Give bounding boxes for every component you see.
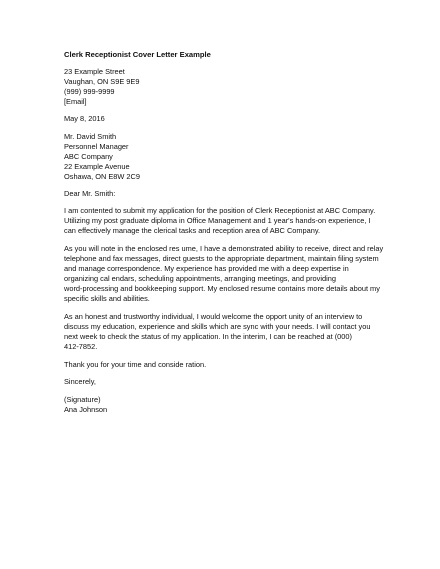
paragraph-line: Utilizing my post graduate diploma in Office Management and 1 year's hands-on experience, I xyxy=(64,216,371,226)
paragraph-line: and manage correspondence. My experience has provided me with a deep expertise in xyxy=(64,264,349,274)
signature-placeholder: (Signature) xyxy=(64,395,101,405)
recipient-company: ABC Company xyxy=(64,151,113,161)
paragraph-line: Thank you for your time and conside ration. xyxy=(64,359,207,369)
recipient-city: Oshawa, ON E8W 2C9 xyxy=(64,171,140,181)
paragraph-line: can effectively manage the clerical tasks and reception area of ABC Company. xyxy=(64,226,321,236)
recipient-street: 22 Example Avenue xyxy=(64,161,130,171)
sender-street: 23 Example Street xyxy=(64,67,125,77)
paragraph-line: 412-7852. xyxy=(64,342,98,352)
sender-email: [Email] xyxy=(64,97,87,107)
recipient-name: Mr. David Smith xyxy=(64,131,117,141)
paragraph-interview xyxy=(64,312,384,352)
recipient-address xyxy=(64,132,384,182)
cover-letter xyxy=(64,50,384,415)
paragraph-line: telephone and fax messages, direct guests to the appropriate department, maintain filing system xyxy=(64,254,379,263)
paragraph-experience xyxy=(64,244,384,305)
sender-city: Vaughan, ON S9E 9E9 xyxy=(64,77,140,87)
sender-address xyxy=(64,67,384,107)
paragraph-line: As you will note in the enclosed res ume, I have a demonstrated ability to receive, direct and relay xyxy=(64,243,384,253)
signature-block xyxy=(64,395,384,415)
paragraph-line: I am contented to submit my application for the position of Clerk Receptionist at ABC Company. xyxy=(64,206,376,216)
letter-date: May 8, 2016 xyxy=(64,114,105,124)
sender-phone: (999) 999-9999 xyxy=(64,87,115,97)
document-title: Clerk Receptionist Cover Letter Example xyxy=(64,50,211,59)
closing: Sincerely, xyxy=(64,377,96,387)
paragraph-line: next week to check the status of my application. In the interim, I can be reached at (000) xyxy=(64,332,352,342)
paragraph-line: specific skills and abilities. xyxy=(64,294,150,304)
paragraph-line: word-processing and bookkeeping support. My enclosed resume contains more details about my xyxy=(64,284,380,294)
paragraph-thanks xyxy=(64,360,384,370)
paragraph-line: organizing cal endars, scheduling appointments, arranging meetings, and providing xyxy=(64,274,336,284)
recipient-title: Personnel Manager xyxy=(64,141,129,151)
paragraph-line: As an honest and trustworthy individual, I would welcome the opport unity of an interview to xyxy=(64,311,363,321)
signer-name: Ana Johnson xyxy=(64,405,108,415)
paragraph-intro xyxy=(64,206,384,236)
salutation: Dear Mr. Smith: xyxy=(64,189,116,199)
paragraph-line: discuss my education, experience and skills which are sync with your needs. I will contact you xyxy=(64,322,371,332)
